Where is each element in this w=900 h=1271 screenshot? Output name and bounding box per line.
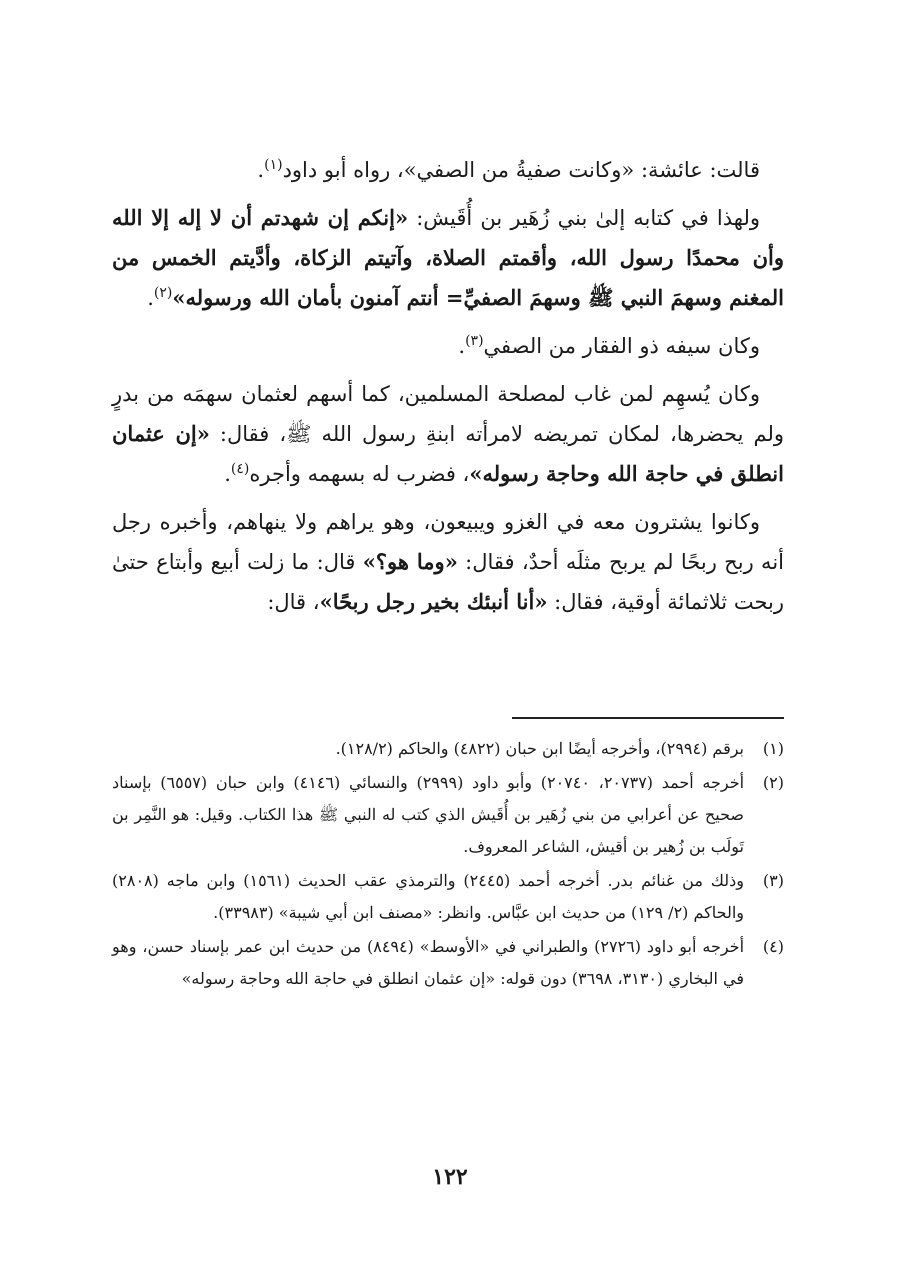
- footnotes: [112, 733, 784, 997]
- paragraph-3-end: .: [458, 334, 466, 358]
- paragraph-2: [112, 198, 784, 318]
- paragraph-2-quote: «إنكم إن شهدتم أن لا إله إلا الله وأن محمدًا رسول الله، وأقمتم الصلاة، وآتيتم الزكاة، وأدَّيتم الخمس من المغنم وسهمَ النبي ﷺ وسهمَ الصفيِّ= أنتم آمنون بأمان الله ورسوله»: [112, 205, 784, 310]
- paragraph-4-end: .: [224, 462, 231, 486]
- paragraph-5-b: قال: ما زلت أبيع وأبتاع حتىٰ ربحت ثلاثمائة أوقية، فقال:: [112, 550, 784, 614]
- footnote-number: (٣): [762, 871, 784, 890]
- paragraph-3-text: وكان سيفه ذو الفقار من الصفي: [483, 334, 760, 358]
- paragraph-4-quote: «إن عثمان انطلق في حاجة الله وحاجة رسوله»: [112, 421, 784, 486]
- paragraph-1-text: قالت: عائشة: «وكانت صفيةُ من الصفي»، رواه أبو داود: [282, 158, 760, 182]
- footnote-2: [112, 767, 784, 863]
- paragraph-5-c: ، قال:: [267, 590, 320, 614]
- paragraph-3: [112, 326, 784, 366]
- footnote-text: برقم (٢٩٩٤)، وأخرجه أيضًا ابن حبان (٤٨٢٢) والحاكم (١٢٨/٢).: [335, 739, 744, 758]
- paragraph-1: [112, 150, 784, 190]
- paragraph-4: [112, 374, 784, 494]
- paragraph-2-intro: ولهذا في كتابه إلىٰ بني زُهَير بن أُقَيش:: [408, 206, 760, 230]
- footnote-text: أخرجه أحمد (٢٠٧٣٧، ٢٠٧٤٠) وأبو داود (٢٩٩٩) والنسائي (٤١٤٦) وابن حبان (٦٥٥٧) بإسناد صحيح عن أعرابي من بني زُهَير بن أُقَيش الذي كتب له النبي ﷺ هذا الكتاب. وقيل: هو النَّمِر بن تَولَب بن زُهير بن أقيش، الشاعر المعروف.: [112, 773, 745, 856]
- footnote-ref-1[interactable]: (١): [264, 157, 283, 173]
- main-text: [112, 150, 784, 630]
- footnote-1: [112, 733, 784, 765]
- footnote-number: (١): [762, 739, 784, 758]
- paragraph-5-quote-2: «أنا أنبئك بخير رجل ربحًا»: [319, 589, 548, 614]
- paragraph-4-intro: وكان يُسهِم لمن غاب لمصلحة المسلمين، كما أسهم لعثمان سهمَه من بدرٍ ولم يحضرها، لمكان تمريضه لامرأته ابنةِ رسول الله ﷺ، فقال:: [112, 382, 784, 446]
- paragraph-2-end: .: [147, 286, 154, 310]
- paragraph-1-end: .: [257, 158, 265, 182]
- footnote-separator: [512, 717, 784, 719]
- footnote-text: وذلك من غنائم بدر. أخرجه أحمد (٢٤٤٥) والترمذي عقب الحديث (١٥٦١) وابن ماجه (٢٨٠٨) والحاكم (٢/ ١٢٩) من حديث ابن عبَّاس. وانظر: «مصنف ابن أبي شيبة» (٣٣٩٨٣).: [112, 871, 744, 922]
- paragraph-5-a: وكانوا يشترون معه في الغزو ويبيعون، وهو يراهم ولا ينهاهم، وأخبره رجل أنه ربح ربحًا لم يربح مثلَه أحدٌ، فقال:: [112, 510, 784, 574]
- page-number: ١٢٢: [432, 1164, 468, 1190]
- paragraph-4-rest: ، فضرب له بسهمه وأجره: [249, 462, 470, 486]
- footnote-ref-3[interactable]: (٣): [465, 333, 484, 349]
- paragraph-5-quote-1: «وما هو؟»: [362, 549, 458, 574]
- footnote-4: [112, 931, 784, 995]
- footnote-number: (٤): [762, 937, 784, 956]
- footnote-3: [112, 865, 784, 929]
- footnote-ref-4[interactable]: (٤): [230, 461, 250, 477]
- paragraph-5: [112, 502, 784, 622]
- footnote-ref-2[interactable]: (٢): [153, 285, 173, 301]
- footnote-number: (٢): [762, 773, 784, 792]
- footnote-text: أخرجه أبو داود (٢٧٢٦) والطبراني في «الأوسط» (٨٤٩٤) من حديث ابن عمر بإسناد حسن، وهو في البخاري (٣١٣٠، ٣٦٩٨) دون قوله: «إن عثمان انطلق في حاجة الله وحاجة رسوله»: [112, 937, 745, 988]
